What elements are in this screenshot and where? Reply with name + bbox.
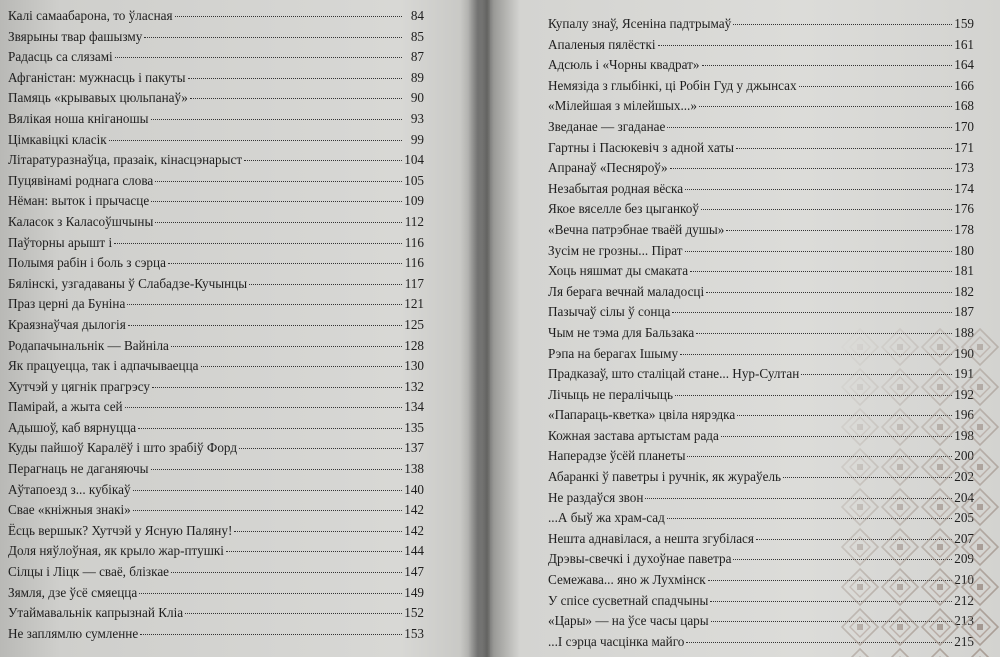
toc-entry-page: 173 <box>954 160 974 176</box>
toc-entry-page: 140 <box>404 481 424 497</box>
toc-entry <box>8 438 424 459</box>
toc-leader-dots <box>185 613 402 614</box>
toc-entry-title: Хутчэй у цягнік прагрэсу <box>8 378 150 394</box>
toc-entry <box>548 138 974 159</box>
toc-entry-page: 153 <box>404 625 424 641</box>
toc-entry-title: Полымя рабін і боль з сэрца <box>8 255 166 271</box>
toc-entry <box>548 158 974 179</box>
toc-entry-page: 178 <box>954 221 974 237</box>
toc-entry-title: Не раздаўся звон <box>548 489 644 505</box>
toc-leader-dots <box>168 263 402 264</box>
toc-leader-dots <box>115 57 402 58</box>
toc-entry <box>548 117 974 138</box>
toc-leader-dots <box>706 292 952 293</box>
toc-entry-page: 138 <box>404 461 424 477</box>
toc-entry-page: 170 <box>954 118 974 134</box>
toc-entry <box>548 241 974 262</box>
toc-entry-title: Калі самаабарона, то ўласная <box>8 8 173 23</box>
toc-entry <box>8 212 424 233</box>
toc-entry-page: 130 <box>404 358 424 374</box>
toc-entry-title: ...А быў жа храм-сад <box>548 510 665 526</box>
toc-entry-title: Пазычаў сілы ў сонца <box>548 304 671 320</box>
toc-entry-page: 112 <box>404 213 424 229</box>
toc-leader-dots <box>171 572 402 573</box>
toc-entry-title: Хоць няшмат ды смаката <box>548 263 689 279</box>
toc-entry-title: Краязнаўчая дылогія <box>8 316 126 332</box>
toc-entry-title: Вялікая ноша кнiганошы <box>8 110 149 126</box>
toc-entry <box>548 179 974 200</box>
toc-entry-title: Свае «кніжныя знакі» <box>8 502 131 518</box>
toc-entry-page: 132 <box>404 378 424 394</box>
toc-entry-page: 152 <box>404 605 424 621</box>
toc-entry-title: «Мілейшая з мілейшых...» <box>548 98 697 114</box>
toc-entry <box>8 191 424 212</box>
toc-entry-page: 121 <box>404 296 424 312</box>
toc-leader-dots <box>175 16 402 17</box>
toc-entry-title: Абаранкі ў паветры і ручнік, як жураўель <box>548 469 782 485</box>
toc-leader-dots <box>133 490 402 491</box>
toc-entry <box>8 315 424 336</box>
toc-entry-title: Зусім не грозны... Пірат <box>548 242 683 258</box>
toc-entry <box>8 68 424 89</box>
toc-entry-page: 180 <box>954 242 974 258</box>
toc-entry-title: Праз цернi да Буніна <box>8 296 126 312</box>
toc-list-left <box>8 6 424 644</box>
toc-leader-dots <box>699 106 952 107</box>
toc-entry-title: Купалу знаў, Ясеніна падтрымаў <box>548 16 732 31</box>
toc-entry <box>8 356 424 377</box>
toc-entry-title: Рэпа на берагах Ішыму <box>548 345 679 361</box>
toc-entry-title: Родапачынальнік — Вайніла <box>8 337 169 353</box>
toc-entry-page: 109 <box>404 193 424 209</box>
toc-entry-page: 159 <box>954 16 974 31</box>
toc-entry-title: Памірай, а жыта сей <box>8 399 123 415</box>
toc-entry-title: Апаленыя пялёсткі <box>548 36 656 52</box>
toc-entry-page: 116 <box>404 234 424 250</box>
toc-entry-title: Ёсць вершык? Хутчэй у Ясную Паляну! <box>8 522 233 538</box>
toc-leader-dots <box>127 304 402 305</box>
toc-entry-title: Семежава... яно ж Лухмінск <box>548 572 706 588</box>
toc-entry <box>8 6 424 27</box>
toc-leader-dots <box>152 387 402 388</box>
toc-entry-page: 176 <box>954 201 974 217</box>
toc-entry <box>8 253 424 274</box>
toc-entry <box>548 261 974 282</box>
toc-entry <box>548 55 974 76</box>
left-page <box>0 0 470 657</box>
toc-entry <box>8 336 424 357</box>
toc-entry-title: Утаймавальнік капрызнай Кліа <box>8 605 184 621</box>
toc-leader-dots <box>249 284 402 285</box>
toc-entry-page: 187 <box>954 304 974 320</box>
toc-entry-page: 168 <box>954 98 974 114</box>
toc-entry-page: 161 <box>954 36 974 52</box>
toc-entry-title: Немязіда з глыбінкі, ці Робін Гуд у джынсах <box>548 77 797 93</box>
toc-leader-dots <box>726 230 952 231</box>
toc-entry-page: 116 <box>404 255 424 271</box>
toc-leader-dots <box>171 346 402 347</box>
toc-entry-page: 93 <box>410 110 424 126</box>
toc-entry-title: Якое вяселле без цыганкоў <box>548 201 699 217</box>
toc-entry-title: Паўторны арышт і <box>8 234 113 250</box>
toc-entry <box>8 541 424 562</box>
toc-entry-title: Радасць са слязамі <box>8 49 113 65</box>
toc-entry-title: Літаратуразнаўца, празаік, кінасцэнарыст <box>8 152 243 168</box>
toc-leader-dots <box>201 366 402 367</box>
toc-entry <box>8 624 424 645</box>
toc-entry <box>8 480 424 501</box>
toc-entry-title: Гартны і Пасюкевіч з адной хаты <box>548 139 734 155</box>
toc-leader-dots <box>244 160 402 161</box>
toc-leader-dots <box>701 209 952 210</box>
toc-entry-page: 166 <box>954 77 974 93</box>
toc-leader-dots <box>133 510 402 511</box>
toc-entry-page: 137 <box>404 440 424 456</box>
toc-entry-title: Сілцы і Ліцк — сваё, блізкае <box>8 564 170 580</box>
toc-entry-page: 164 <box>954 57 974 73</box>
toc-leader-dots <box>128 325 402 326</box>
toc-entry-title: Дрэвы-свечкі і духоўнае паветра <box>548 551 732 567</box>
toc-entry-title: «Цары» — на ўсе часы цары <box>548 613 709 629</box>
toc-leader-dots <box>151 201 402 202</box>
toc-leader-dots <box>151 469 402 470</box>
toc-entry-page: 125 <box>404 316 424 332</box>
toc-entry <box>548 14 974 35</box>
toc-entry-page: 128 <box>404 337 424 353</box>
toc-entry-page: 147 <box>404 564 424 580</box>
toc-leader-dots <box>234 531 402 532</box>
toc-entry-title: Як працуецца, так і адпачываецца <box>8 358 199 374</box>
toc-entry-page: 182 <box>954 283 974 299</box>
toc-leader-dots <box>670 168 952 169</box>
toc-leader-dots <box>736 148 952 149</box>
toc-entry-title: Куды пайшоў Каралёў і што зрабіў Форд <box>8 440 238 456</box>
toc-entry <box>8 459 424 480</box>
toc-entry-title: «Вечна патрэбнае тваёй душы» <box>548 221 725 237</box>
embroidery-pattern-icon <box>840 327 1000 657</box>
toc-entry-page: 90 <box>410 90 424 106</box>
toc-entry-page: 181 <box>954 263 974 279</box>
toc-leader-dots <box>151 119 402 120</box>
toc-entry <box>8 418 424 439</box>
toc-entry <box>8 47 424 68</box>
toc-leader-dots <box>226 551 402 552</box>
toc-leader-dots <box>125 407 402 408</box>
toc-entry <box>8 27 424 48</box>
toc-entry-title: Прадказаў, што сталіцай стане... Нур-Султан <box>548 366 800 382</box>
toc-leader-dots <box>685 251 952 252</box>
toc-entry <box>8 88 424 109</box>
toc-entry <box>8 233 424 254</box>
toc-entry <box>8 109 424 130</box>
toc-entry-title: У спісе сусветнай спадчыны <box>548 592 709 608</box>
toc-entry <box>548 282 974 303</box>
toc-entry <box>548 35 974 56</box>
toc-leader-dots <box>109 140 402 141</box>
toc-entry-page: 105 <box>404 172 424 188</box>
toc-entry-title: Пуцявінамі роднага слова <box>8 172 154 188</box>
toc-entry-title: Зямля, дзе ўсё смяецца <box>8 584 138 600</box>
toc-leader-dots <box>239 448 402 449</box>
toc-leader-dots <box>155 222 402 223</box>
toc-entry-title: Лічыць не пералічыць <box>548 386 673 402</box>
toc-entry-title: Памяць «крывавых цюльпанаў» <box>8 90 188 106</box>
toc-leader-dots <box>144 37 402 38</box>
toc-entry-page: 144 <box>404 543 424 559</box>
toc-entry-title: Нёман: выток і прычасце <box>8 193 150 209</box>
toc-leader-dots <box>114 243 402 244</box>
toc-leader-dots <box>140 634 402 635</box>
toc-leader-dots <box>138 428 402 429</box>
toc-entry-title: Аўтапоезд з... кубікаў <box>8 481 131 497</box>
toc-entry-page: 84 <box>410 8 424 23</box>
toc-entry-title: «Папараць-кветка» цвіла нярэдка <box>548 407 736 423</box>
toc-entry-title: Нешта аднавілася, а нешта згубілася <box>548 530 754 546</box>
toc-entry-page: 85 <box>410 28 424 44</box>
toc-entry-title: Чым не тэма для Бальзака <box>548 324 695 340</box>
toc-entry-title: Наперадзе ўсёй планеты <box>548 448 686 464</box>
toc-entry-title: Незабытая родная вёска <box>548 180 684 196</box>
toc-entry-page: 142 <box>404 502 424 518</box>
toc-entry-page: 89 <box>410 69 424 85</box>
toc-leader-dots <box>733 24 952 25</box>
toc-entry-page: 149 <box>404 584 424 600</box>
toc-leader-dots <box>685 189 952 190</box>
toc-entry-title: Перагнаць не даганяючы <box>8 461 149 477</box>
toc-entry-title: Ля берага вечнай маладосці <box>548 283 705 299</box>
toc-entry-title: Не заплямлю сумленне <box>8 625 139 641</box>
toc-entry-page: 134 <box>404 399 424 415</box>
toc-leader-dots <box>667 127 952 128</box>
toc-leader-dots <box>690 271 952 272</box>
toc-leader-dots <box>190 98 402 99</box>
toc-entry-page: 135 <box>404 419 424 435</box>
toc-entry <box>8 397 424 418</box>
toc-entry-title: Каласок з Каласоўшчыны <box>8 213 154 229</box>
toc-entry-title: Доля няўлоўная, як крыло жар-птушкі <box>8 543 224 559</box>
toc-entry-title: Афганістан: мужнасць і пакуты <box>8 69 186 85</box>
toc-entry-title: Адышоў, каб вярнуцца <box>8 419 137 435</box>
toc-entry <box>8 562 424 583</box>
toc-entry <box>8 500 424 521</box>
toc-entry-title: Апранаў «Песняроў» <box>548 160 668 176</box>
toc-entry-page: 174 <box>954 180 974 196</box>
toc-entry <box>8 583 424 604</box>
toc-leader-dots <box>658 45 952 46</box>
toc-leader-dots <box>799 86 952 87</box>
toc-entry-title: Бялінскі, узгадаваны ў Слабадзе-Кучынцы <box>8 275 248 291</box>
toc-entry-page: 117 <box>404 275 424 291</box>
toc-entry-page: 142 <box>404 522 424 538</box>
toc-entry-page: 87 <box>410 49 424 65</box>
toc-entry-page: 171 <box>954 139 974 155</box>
toc-entry <box>8 171 424 192</box>
toc-leader-dots <box>188 78 402 79</box>
toc-entry <box>548 220 974 241</box>
toc-entry-title: Цімкавіцкі класік <box>8 131 107 147</box>
toc-entry-title: Адсюль і «Чорны квадрат» <box>548 57 700 73</box>
toc-leader-dots <box>155 181 402 182</box>
toc-entry <box>548 302 974 323</box>
toc-entry <box>8 274 424 295</box>
toc-entry <box>8 294 424 315</box>
toc-entry <box>8 377 424 398</box>
toc-entry-page: 104 <box>404 152 424 168</box>
toc-entry-page: 99 <box>410 131 424 147</box>
toc-entry <box>548 76 974 97</box>
toc-entry-title: Зведанае — згаданае <box>548 118 666 134</box>
toc-leader-dots <box>672 312 952 313</box>
toc-leader-dots <box>139 593 402 594</box>
toc-entry <box>8 603 424 624</box>
toc-entry-title: Кожная застава артыстам рада <box>548 427 719 443</box>
toc-entry <box>8 150 424 171</box>
toc-entry-title: ...І сэрца часцінка майго <box>548 633 685 649</box>
toc-entry <box>548 96 974 117</box>
toc-entry <box>548 199 974 220</box>
toc-leader-dots <box>702 65 952 66</box>
toc-entry-title: Звярыны твар фашызму <box>8 28 143 44</box>
toc-entry <box>8 521 424 542</box>
toc-entry <box>8 130 424 151</box>
